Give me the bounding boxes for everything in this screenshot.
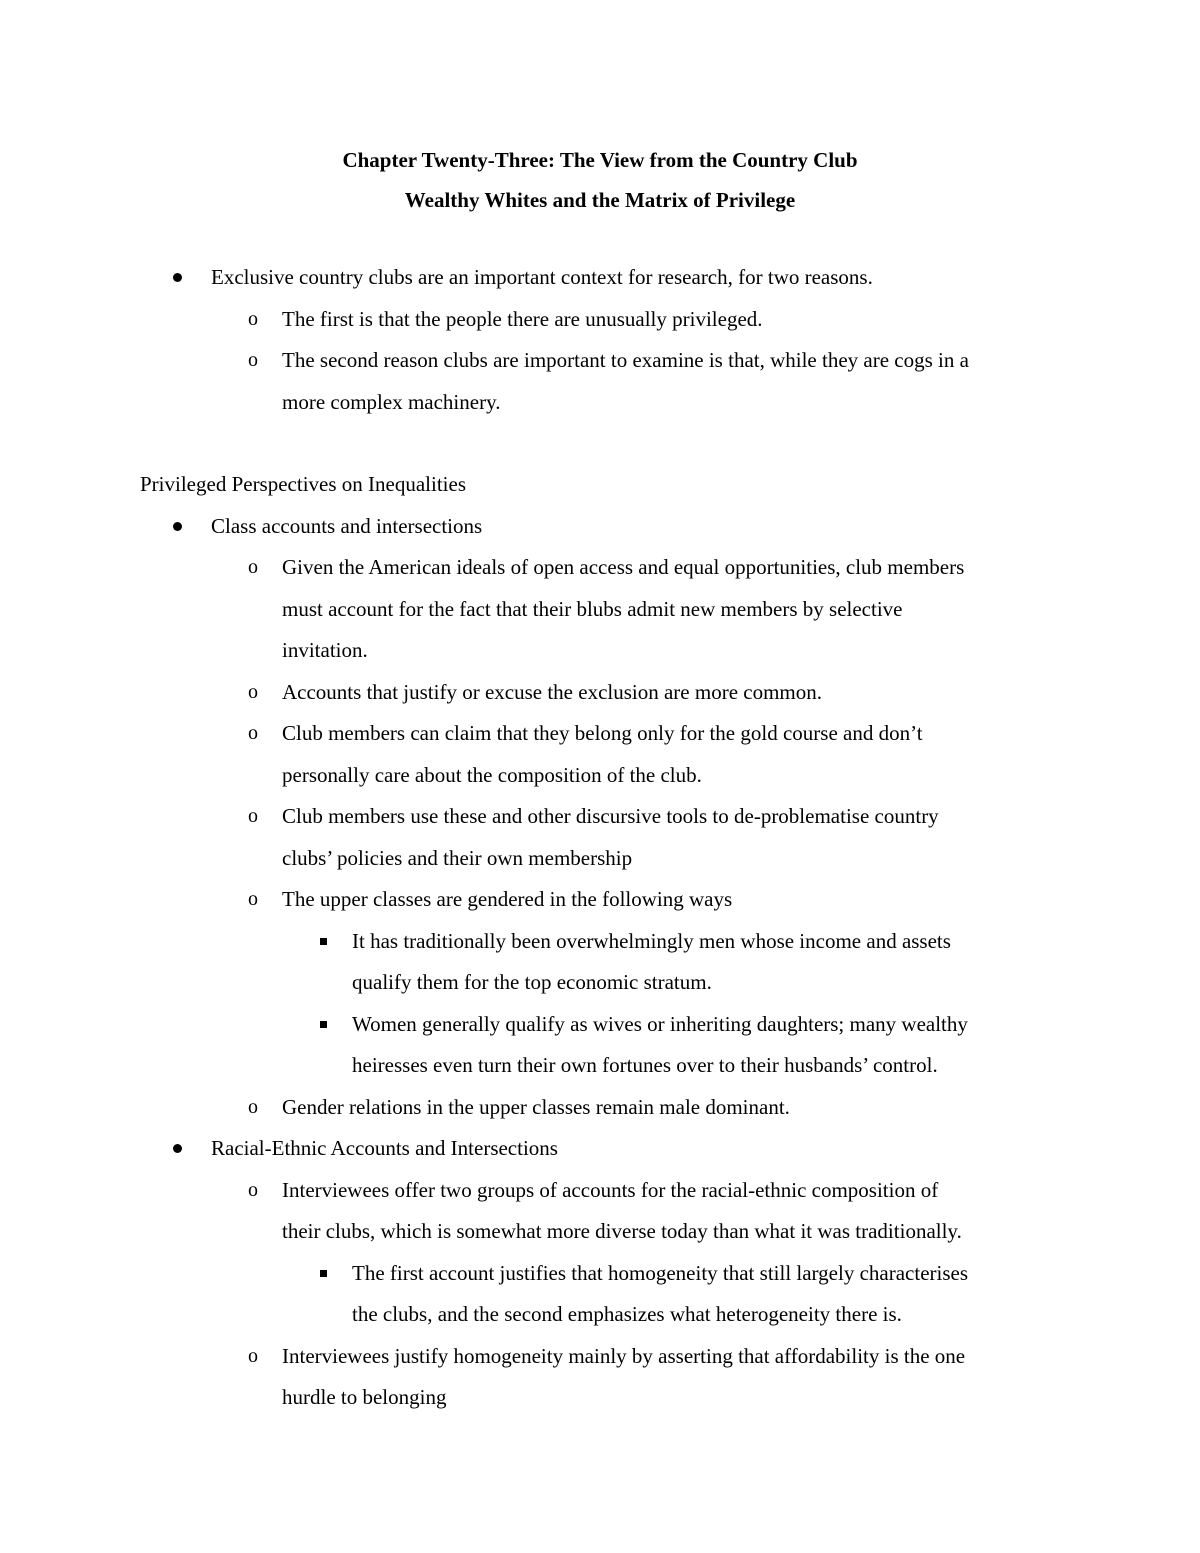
list-item [140,713,1070,755]
list-item [140,921,1070,963]
list-item [140,1087,1070,1129]
racial-s1-text-cont: their clubs, which is somewhat more diverse today than what it was traditionally. [282,1219,962,1243]
chapter-title: Chapter Twenty-Three: The View from the Country Club [342,148,858,172]
section-heading: Privileged Perspectives on Inequalities [140,472,467,496]
class-s3-text-cont: personally care about the composition of the club. [282,762,702,787]
bullet-icon [173,1144,182,1153]
list-item [140,547,1070,589]
class-s5b-text: Women generally qualify as wives or inheriting daughters; many wealthy [352,1011,968,1036]
sub-bullet-icon: o [248,805,258,827]
list-item [140,1170,1070,1212]
list-item-continuation [140,755,1070,797]
list-item-continuation [140,838,1070,880]
list-item-continuation [140,1211,1070,1253]
racial-bullet-text: Racial-Ethnic Accounts and Intersections [211,1136,558,1160]
class-s5a-text-cont: qualify them for the top economic stratum. [352,970,712,994]
sub-bullet-icon: o [248,1095,258,1118]
bullet-icon [173,522,182,531]
intro-sub1-text: The first is that the people there are unusually privileged. [282,306,763,331]
list-item-continuation [140,589,1070,631]
list-item-continuation [140,630,1070,672]
sub-bullet-icon: o [248,722,258,744]
class-s1-text-cont: must account for the fact that their blubs admit new members by selective [282,596,903,621]
list-item-continuation [140,1377,1070,1419]
list-item [140,796,1070,838]
list-item-continuation [140,382,1070,424]
class-s5a-text: It has traditionally been overwhelmingly men whose income and assets [352,928,951,953]
list-item [140,879,1070,921]
sub-bullet-icon: o [248,888,258,910]
list-item-continuation [140,1045,1070,1087]
class-s1-text: Given the American ideals of open access and equal opportunities, club members [282,555,965,579]
title-block [0,140,1200,220]
racial-s2-text-cont: hurdle to belonging [282,1385,447,1409]
intro-sub2-text: The second reason clubs are important to examine is that, while they are cogs in a [282,348,969,372]
intro-list [140,257,1070,423]
square-bullet-icon [320,1270,327,1277]
list-item [140,506,1070,548]
class-s5b-text-cont: heiresses even turn their own fortunes over to their husbands’ control. [352,1053,938,1077]
intro-bullet-text: Exclusive country clubs are an important context for research, for two reasons. [211,265,873,289]
square-bullet-icon [320,1021,327,1028]
list-item [140,257,1070,299]
sub-bullet-icon: o [248,307,258,330]
sub-bullet-icon: o [248,1178,258,1201]
class-s6-text: Gender relations in the upper classes remain male dominant. [282,1094,790,1119]
sub-bullet-icon: o [248,680,258,703]
chapter-subtitle: Wealthy Whites and the Matrix of Privilege [404,188,796,212]
class-s3-text: Club members can claim that they belong only for the gold course and don’t [282,721,923,745]
intro-sub2-text-cont: more complex machinery. [282,389,501,414]
sub-bullet-icon: o [248,1344,258,1367]
bullet-icon [173,273,182,282]
section-block [140,464,1070,1419]
racial-s1-text: Interviewees offer two groups of accounts for the racial-ethnic composition of [282,1177,939,1202]
racial-s2-text: Interviewees justify homogeneity mainly by asserting that affordability is the one [282,1343,966,1368]
list-item-continuation [140,1294,1070,1336]
list-item [140,1128,1070,1170]
sub-bullet-icon: o [248,349,258,371]
racial-s1a-text: The first account justifies that homogeneity that still largely characterises [352,1260,969,1285]
list-item-continuation [140,962,1070,1004]
list-item [140,672,1070,714]
square-bullet-icon [320,938,327,945]
list-item [140,340,1070,382]
racial-s1a-text-cont: the clubs, and the second emphasizes what heterogeneity there is. [352,1302,902,1326]
class-bullet-text: Class accounts and intersections [211,513,483,538]
list-item [140,299,1070,341]
class-s4-text: Club members use these and other discursive tools to de-problematise country [282,804,939,828]
class-s4-text-cont: clubs’ policies and their own membership [282,845,633,870]
class-s2-text: Accounts that justify or excuse the exclusion are more common. [282,679,823,704]
list-item [140,1336,1070,1378]
sub-bullet-icon: o [248,556,258,578]
list-item [140,1253,1070,1295]
list-item [140,1004,1070,1046]
class-s5-text: The upper classes are gendered in the following ways [282,887,733,911]
class-s1-text-cont2: invitation. [282,638,368,662]
